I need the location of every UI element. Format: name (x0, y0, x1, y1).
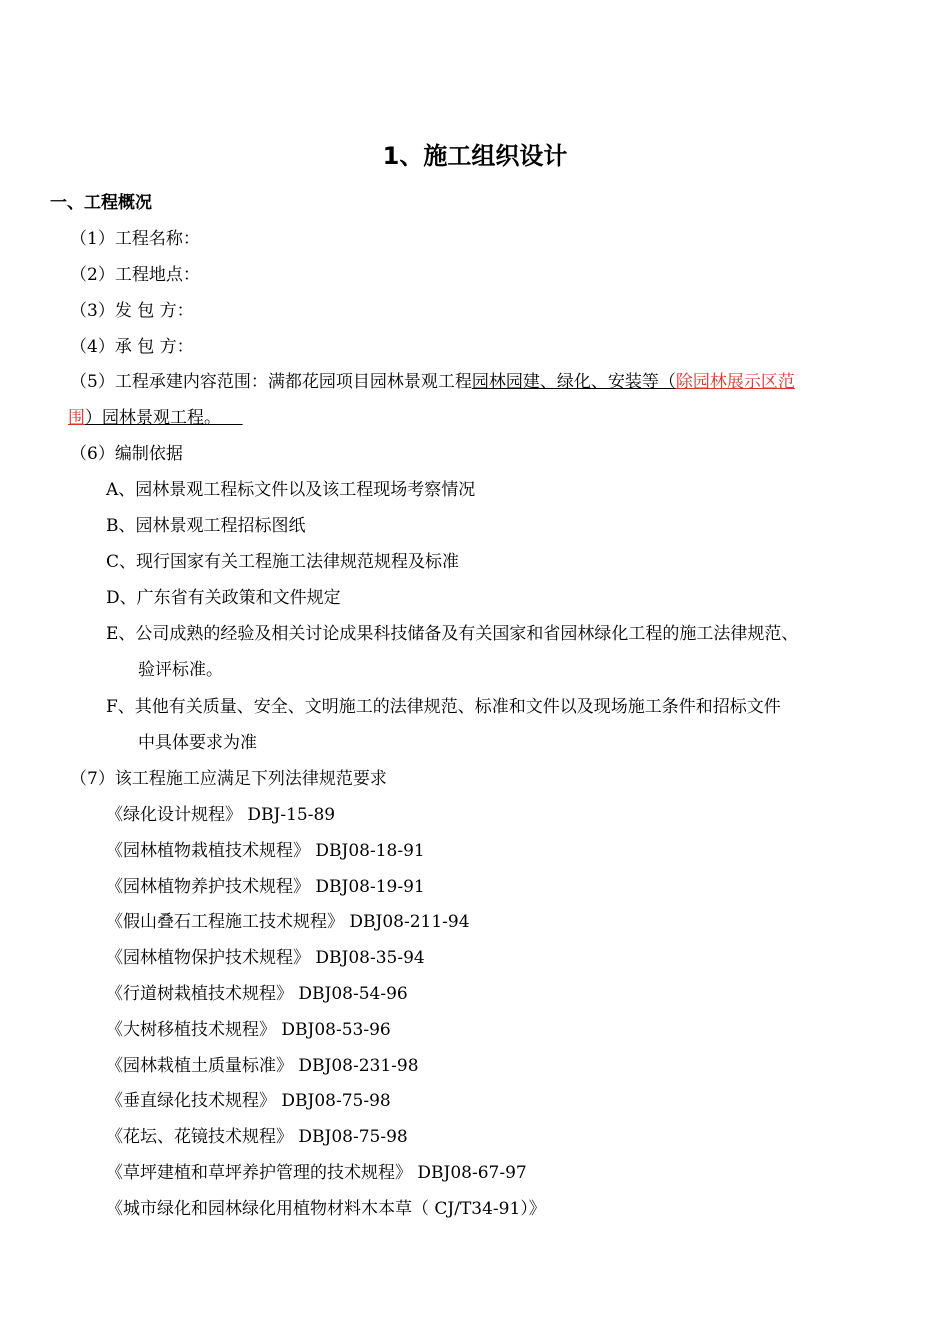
standard-item: 《园林植物栽植技术规程》 DBJ08-18-91 (106, 841, 425, 861)
item-basis: （6）编制依据 (70, 444, 183, 464)
item-employer: （3）发 包 方： (70, 301, 194, 321)
basis-f-line1: F、其他有关质量、安全、文明施工的法律规范、标准和文件以及现场施工条件和招标文件 (106, 697, 781, 717)
scope-red-text: 除园林展示区范 (675, 372, 795, 392)
item-scope-line1 (70, 370, 795, 394)
basis-f-line2: 中具体要求为准 (138, 733, 257, 753)
basis-d: D、广东省有关政策和文件规定 (106, 588, 341, 608)
item-project-location: （2）工程地点： (70, 265, 200, 285)
item-scope-line2 (68, 406, 243, 430)
item-regulations: （7）该工程施工应满足下列法律规范要求 (70, 769, 387, 789)
standard-item: 《绿化设计规程》 DBJ-15-89 (106, 805, 336, 825)
standard-item: 《园林植物保护技术规程》 DBJ08-35-94 (106, 948, 425, 968)
standard-item: 《园林栽植土质量标准》 DBJ08-231-98 (106, 1056, 419, 1076)
item-contractor: （4）承 包 方： (70, 337, 194, 357)
standard-item: 《大树移植技术规程》 DBJ08-53-96 (106, 1020, 391, 1040)
standard-item: 《园林植物养护技术规程》 DBJ08-19-91 (106, 877, 425, 897)
basis-e-line2: 验评标准。 (138, 660, 223, 680)
section-heading: 一、工程概况 (50, 193, 152, 213)
standard-item: 《垂直绿化技术规程》 DBJ08-75-98 (106, 1091, 391, 1111)
basis-e-line1: E、公司成熟的经验及相关讨论成果科技储备及有关国家和省园林绿化工程的施工法律规范、 (106, 624, 799, 644)
page-title: 1、施工组织设计 (382, 142, 568, 170)
standard-item: 《花坛、花镜技术规程》 DBJ08-75-98 (106, 1127, 408, 1147)
standard-item: 《草坪建植和草坪养护管理的技术规程》 DBJ08-67-97 (106, 1163, 527, 1183)
basis-c: C、现行国家有关工程施工法律规范规程及标准 (106, 552, 460, 572)
basis-a: A、园林景观工程标文件以及该工程现场考察情况 (106, 480, 476, 500)
standard-item: 《行道树栽植技术规程》 DBJ08-54-96 (106, 984, 408, 1004)
scope-prefix: （5）工程承建内容范围：满都花园项目园林景观工程 (70, 372, 472, 392)
scope-red-text-2: 围 (68, 408, 85, 428)
standard-item: 《假山叠石工程施工技术规程》 DBJ08-211-94 (106, 912, 470, 932)
standard-item: 《城市绿化和园林绿化用植物材料木本草（ CJ/T34-91）》 (106, 1199, 546, 1219)
scope-underlined: 园林园建、绿化、安装等（ (471, 372, 676, 392)
basis-b: B、园林景观工程招标图纸 (106, 516, 306, 536)
scope-tail: ）园林景观工程。 (85, 408, 243, 428)
item-project-name: （1）工程名称： (70, 229, 200, 249)
